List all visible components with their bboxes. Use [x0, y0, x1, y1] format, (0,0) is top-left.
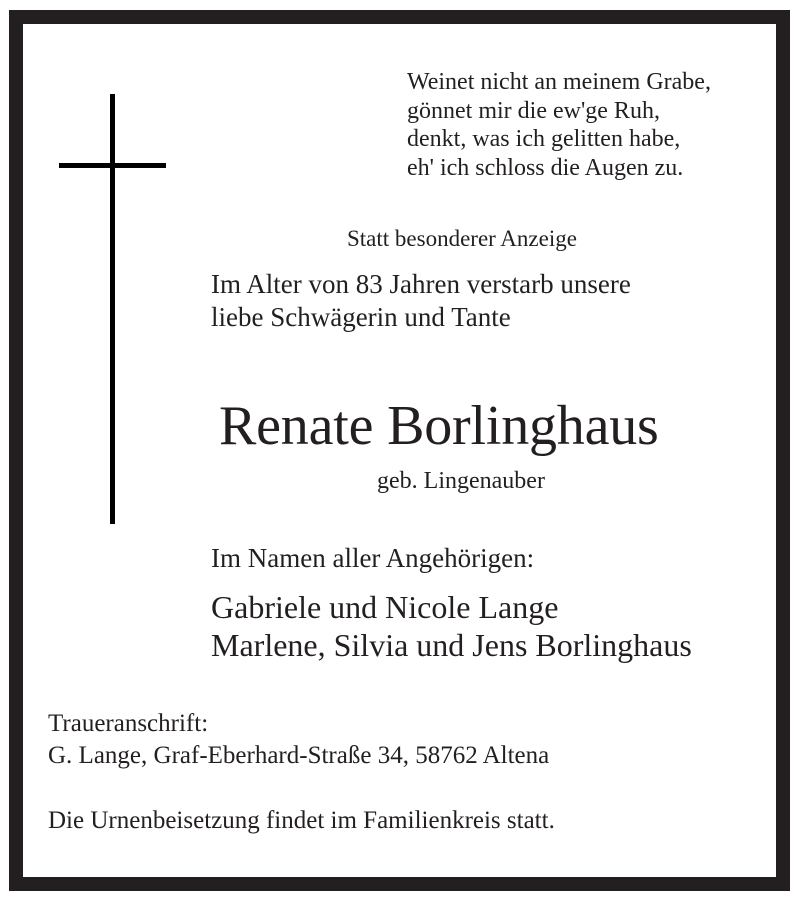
- poem-line: denkt, was ich gelitten habe,: [407, 126, 681, 152]
- mourners-label: Im Namen aller Angehörigen:: [211, 543, 535, 573]
- poem-line: Weinet nicht an meinem Grabe,: [407, 69, 711, 95]
- poem-line: eh' ich schloss die Augen zu.: [407, 154, 684, 181]
- mourner-line: Gabriele und Nicole Lange: [211, 589, 559, 625]
- poem-line: gönnet mir die ew'ge Ruh,: [407, 97, 660, 124]
- birth-name: geb. Lingenauber: [377, 468, 545, 494]
- mourners-list: [211, 588, 692, 664]
- deceased-name: Renate Borlinghaus: [219, 395, 659, 457]
- cross-vertical-bar: [110, 94, 115, 524]
- intro-line: Im Alter von 83 Jahren verstarb unsere: [211, 269, 631, 299]
- burial-note: Die Urnenbeisetzung findet im Familienkreis statt.: [48, 807, 555, 834]
- notice-header: Statt besonderer Anzeige: [347, 226, 577, 251]
- notice-intro: [211, 268, 631, 334]
- poem: [407, 68, 711, 182]
- address-label: Traueranschrift:: [48, 710, 209, 737]
- intro-line: liebe Schwägerin und Tante: [211, 302, 511, 332]
- mourning-address: [48, 708, 549, 772]
- mourner-line: Marlene, Silvia und Jens Borlinghaus: [211, 627, 692, 663]
- address-value: G. Lange, Graf-Eberhard-Straße 34, 58762 Altena: [48, 742, 550, 769]
- cross-horizontal-bar: [59, 163, 166, 168]
